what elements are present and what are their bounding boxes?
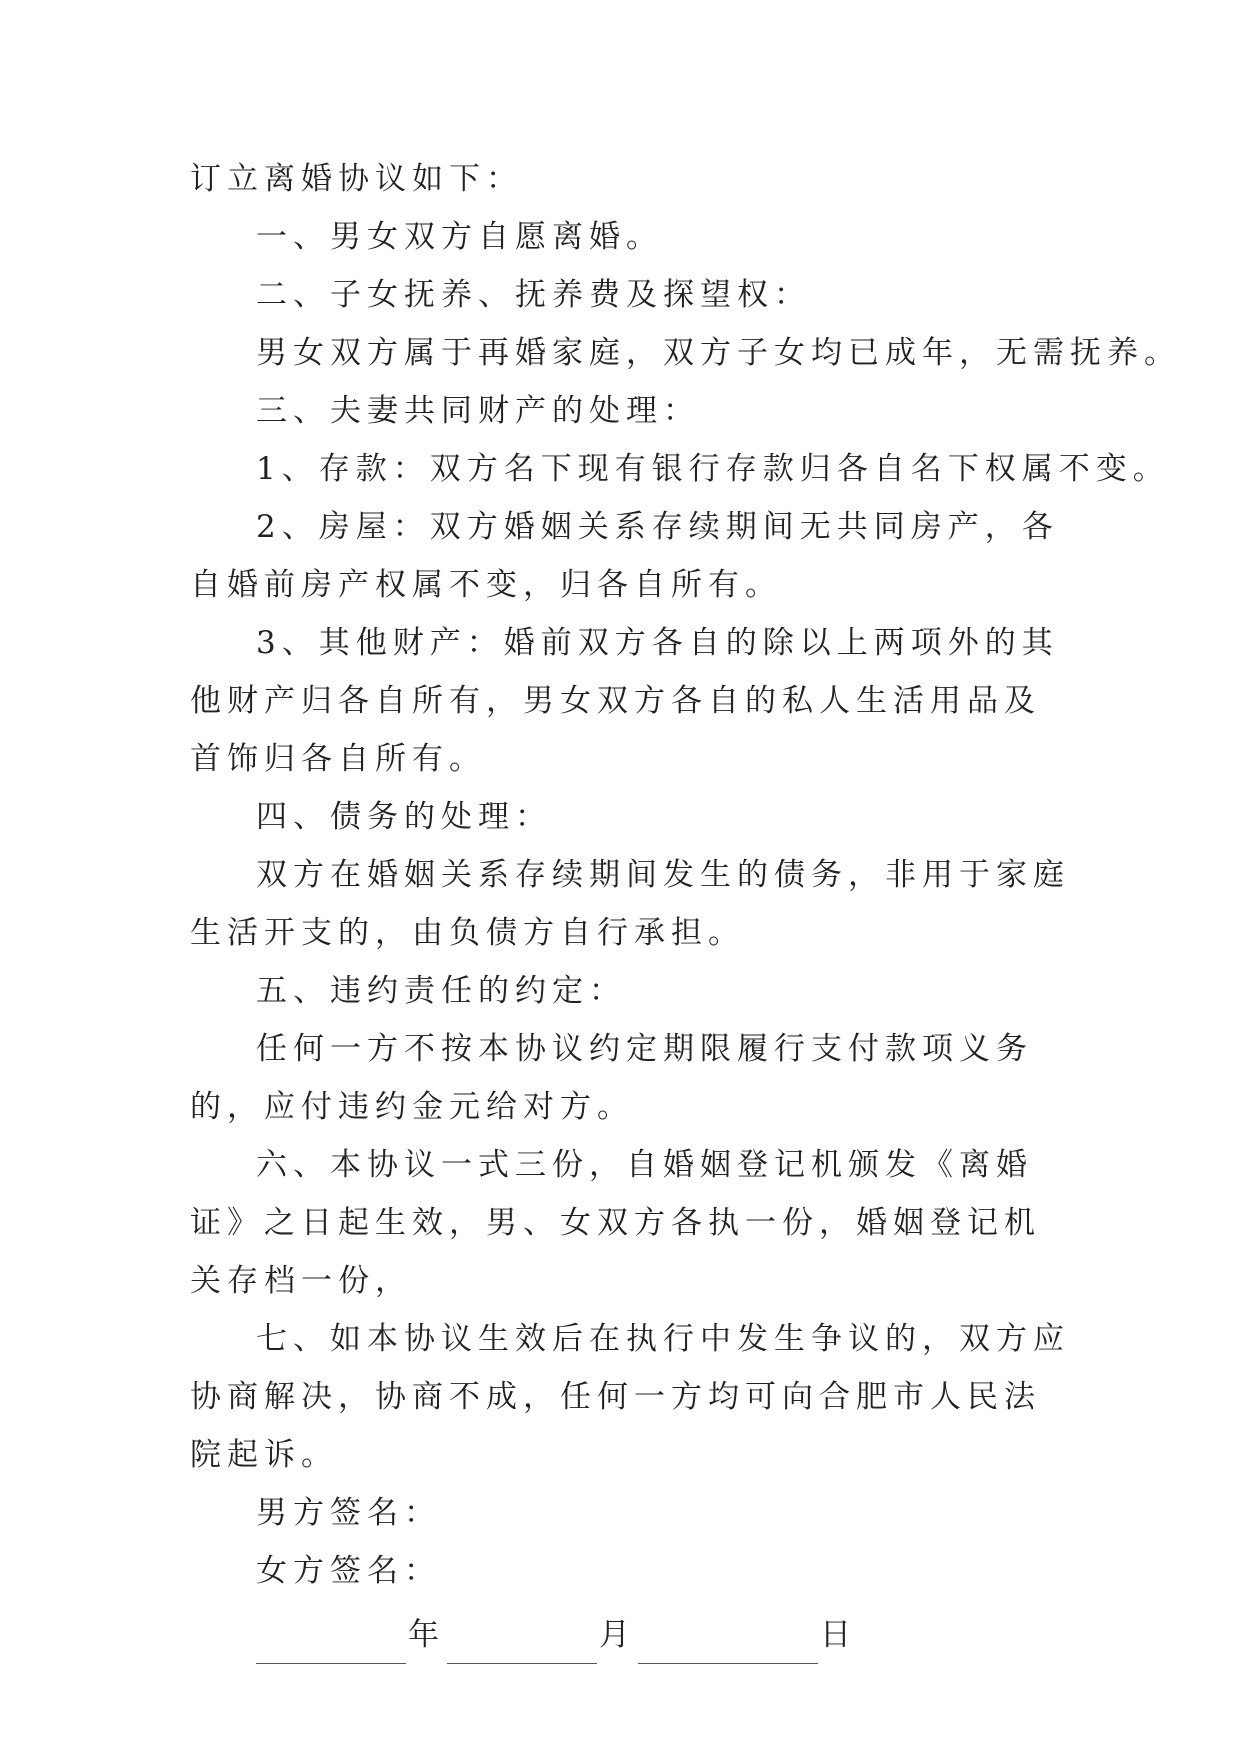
agreement-body bbox=[190, 150, 1181, 1664]
clause-5-title: 五、违约责任的约定： bbox=[256, 973, 626, 1009]
clause-3-2: 2、房屋：双方婚姻关系存续期间无共同房产，各自婚前房产权属不变，归各自所有。 bbox=[190, 509, 1059, 603]
female-signature-label: 女方签名： bbox=[256, 1553, 441, 1589]
month-label: 月 bbox=[599, 1617, 636, 1653]
month-blank[interactable] bbox=[447, 1625, 597, 1664]
clause-2-title: 二、子女抚养、抚养费及探望权： bbox=[256, 277, 811, 313]
clause-3-1: 1、存款：双方名下现有银行存款归各自名下权属不变。 bbox=[256, 451, 1170, 487]
clause-7: 七、如本协议生效后在执行中发生争议的，双方应协商解决，协商不成，任何一方均可向合肥市人民法院起诉。 bbox=[190, 1321, 1070, 1473]
year-blank[interactable] bbox=[256, 1625, 406, 1664]
clause-4-title: 四、债务的处理： bbox=[256, 799, 552, 835]
clause-3-3: 3、其他财产：婚前双方各自的除以上两项外的其他财产归各自所有，男女双方各自的私人生活用品及首饰归各自所有。 bbox=[190, 625, 1059, 777]
clause-4-body: 双方在婚姻关系存续期间发生的债务，非用于家庭生活开支的，由负债方自行承担。 bbox=[190, 857, 1070, 951]
year-label: 年 bbox=[408, 1617, 445, 1653]
date-line bbox=[256, 1606, 1070, 1664]
clause-6: 六、本协议一式三份，自婚姻登记机颁发《离婚证》之日起生效，男、女双方各执一份，婚姻登记机关存档一份， bbox=[190, 1147, 1041, 1299]
day-blank[interactable] bbox=[638, 1625, 818, 1664]
clause-3-title: 三、夫妻共同财产的处理： bbox=[256, 393, 700, 429]
clause-5-body: 任何一方不按本协议约定期限履行支付款项义务的，应付违约金元给对方。 bbox=[190, 1031, 1033, 1125]
male-signature-label: 男方签名： bbox=[256, 1495, 441, 1531]
day-label: 日 bbox=[820, 1617, 857, 1653]
clause-1: 一、男女双方自愿离婚。 bbox=[256, 219, 663, 255]
intro-paragraph: 订立离婚协议如下： bbox=[190, 161, 523, 197]
clause-2-body: 男女双方属于再婚家庭，双方子女均已成年，无需抚养。 bbox=[256, 335, 1181, 371]
